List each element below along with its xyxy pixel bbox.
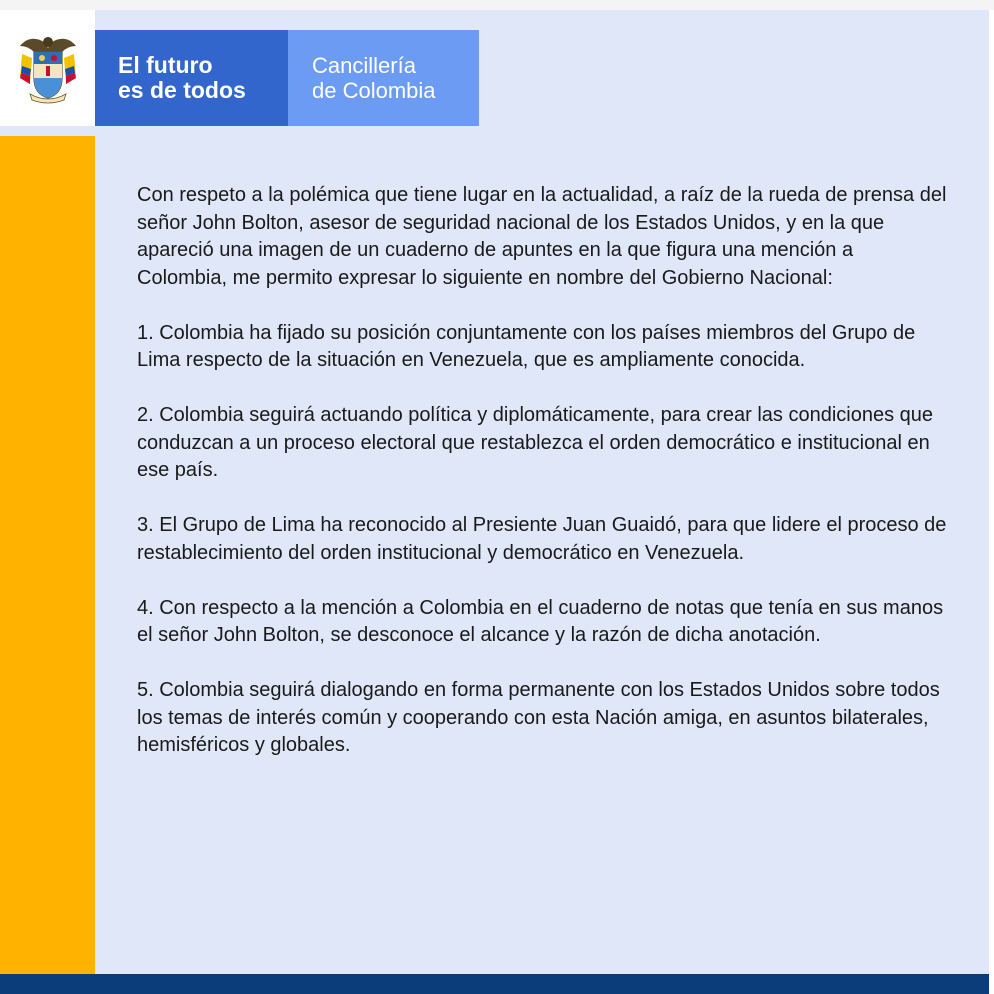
statement-card bbox=[0, 10, 989, 994]
ministry-banner bbox=[288, 30, 479, 126]
statement-point-2: 2. Colombia seguirá actuando política y diplomáticamente, para crear las condiciones que conduzcan a un proceso electoral que restablezca el orden democrático e institucional en ese país. bbox=[137, 404, 934, 481]
seal-container bbox=[0, 10, 95, 126]
coat-of-arms-icon bbox=[16, 32, 80, 104]
slogan-banner bbox=[95, 30, 288, 126]
top-strip bbox=[0, 0, 994, 10]
statement-point-3: 3. El Grupo de Lima ha reconocido al Presiente Juan Guaidó, para que lidere el proceso de restablecimiento del orden institucional y democrático en Venezuela. bbox=[137, 514, 947, 564]
bottom-bar bbox=[0, 974, 989, 994]
statement-point-4: 4. Con respecto a la mención a Colombia en el cuaderno de notas que tenía en sus manos el señor John Bolton, se desconoce el alcance y la razón de dicha anotación. bbox=[137, 596, 944, 646]
statement-intro: Con respeto a la polémica que tiene lugar en la actualidad, a raíz de la rueda de prensa del señor John Bolton, asesor de seguridad nacional de los Estados Unidos, y en la que apareció una imagen de un cuaderno de apuntes en la que figura una mención a Colombia, me permito expresar lo siguiente en nombre del Gobierno Nacional: bbox=[137, 184, 947, 289]
statement-point-5: 5. Colombia seguirá dialogando en forma permanente con los Estados Unidos sobre todos los temas de interés común y cooperando con esta Nación amiga, en asuntos bilaterales, hemisféricos y globales. bbox=[137, 679, 940, 756]
ministry-text: Cancillería de Colombia bbox=[312, 53, 436, 103]
slogan-text: El futuro es de todos bbox=[118, 52, 246, 103]
statement-point-1: 1. Colombia ha fijado su posición conjuntamente con los países miembros del Grupo de Lima respecto de la situación en Venezuela, que es ampliamente conocida. bbox=[137, 321, 916, 371]
statement-body bbox=[137, 182, 947, 787]
yellow-side-bar bbox=[0, 136, 95, 984]
